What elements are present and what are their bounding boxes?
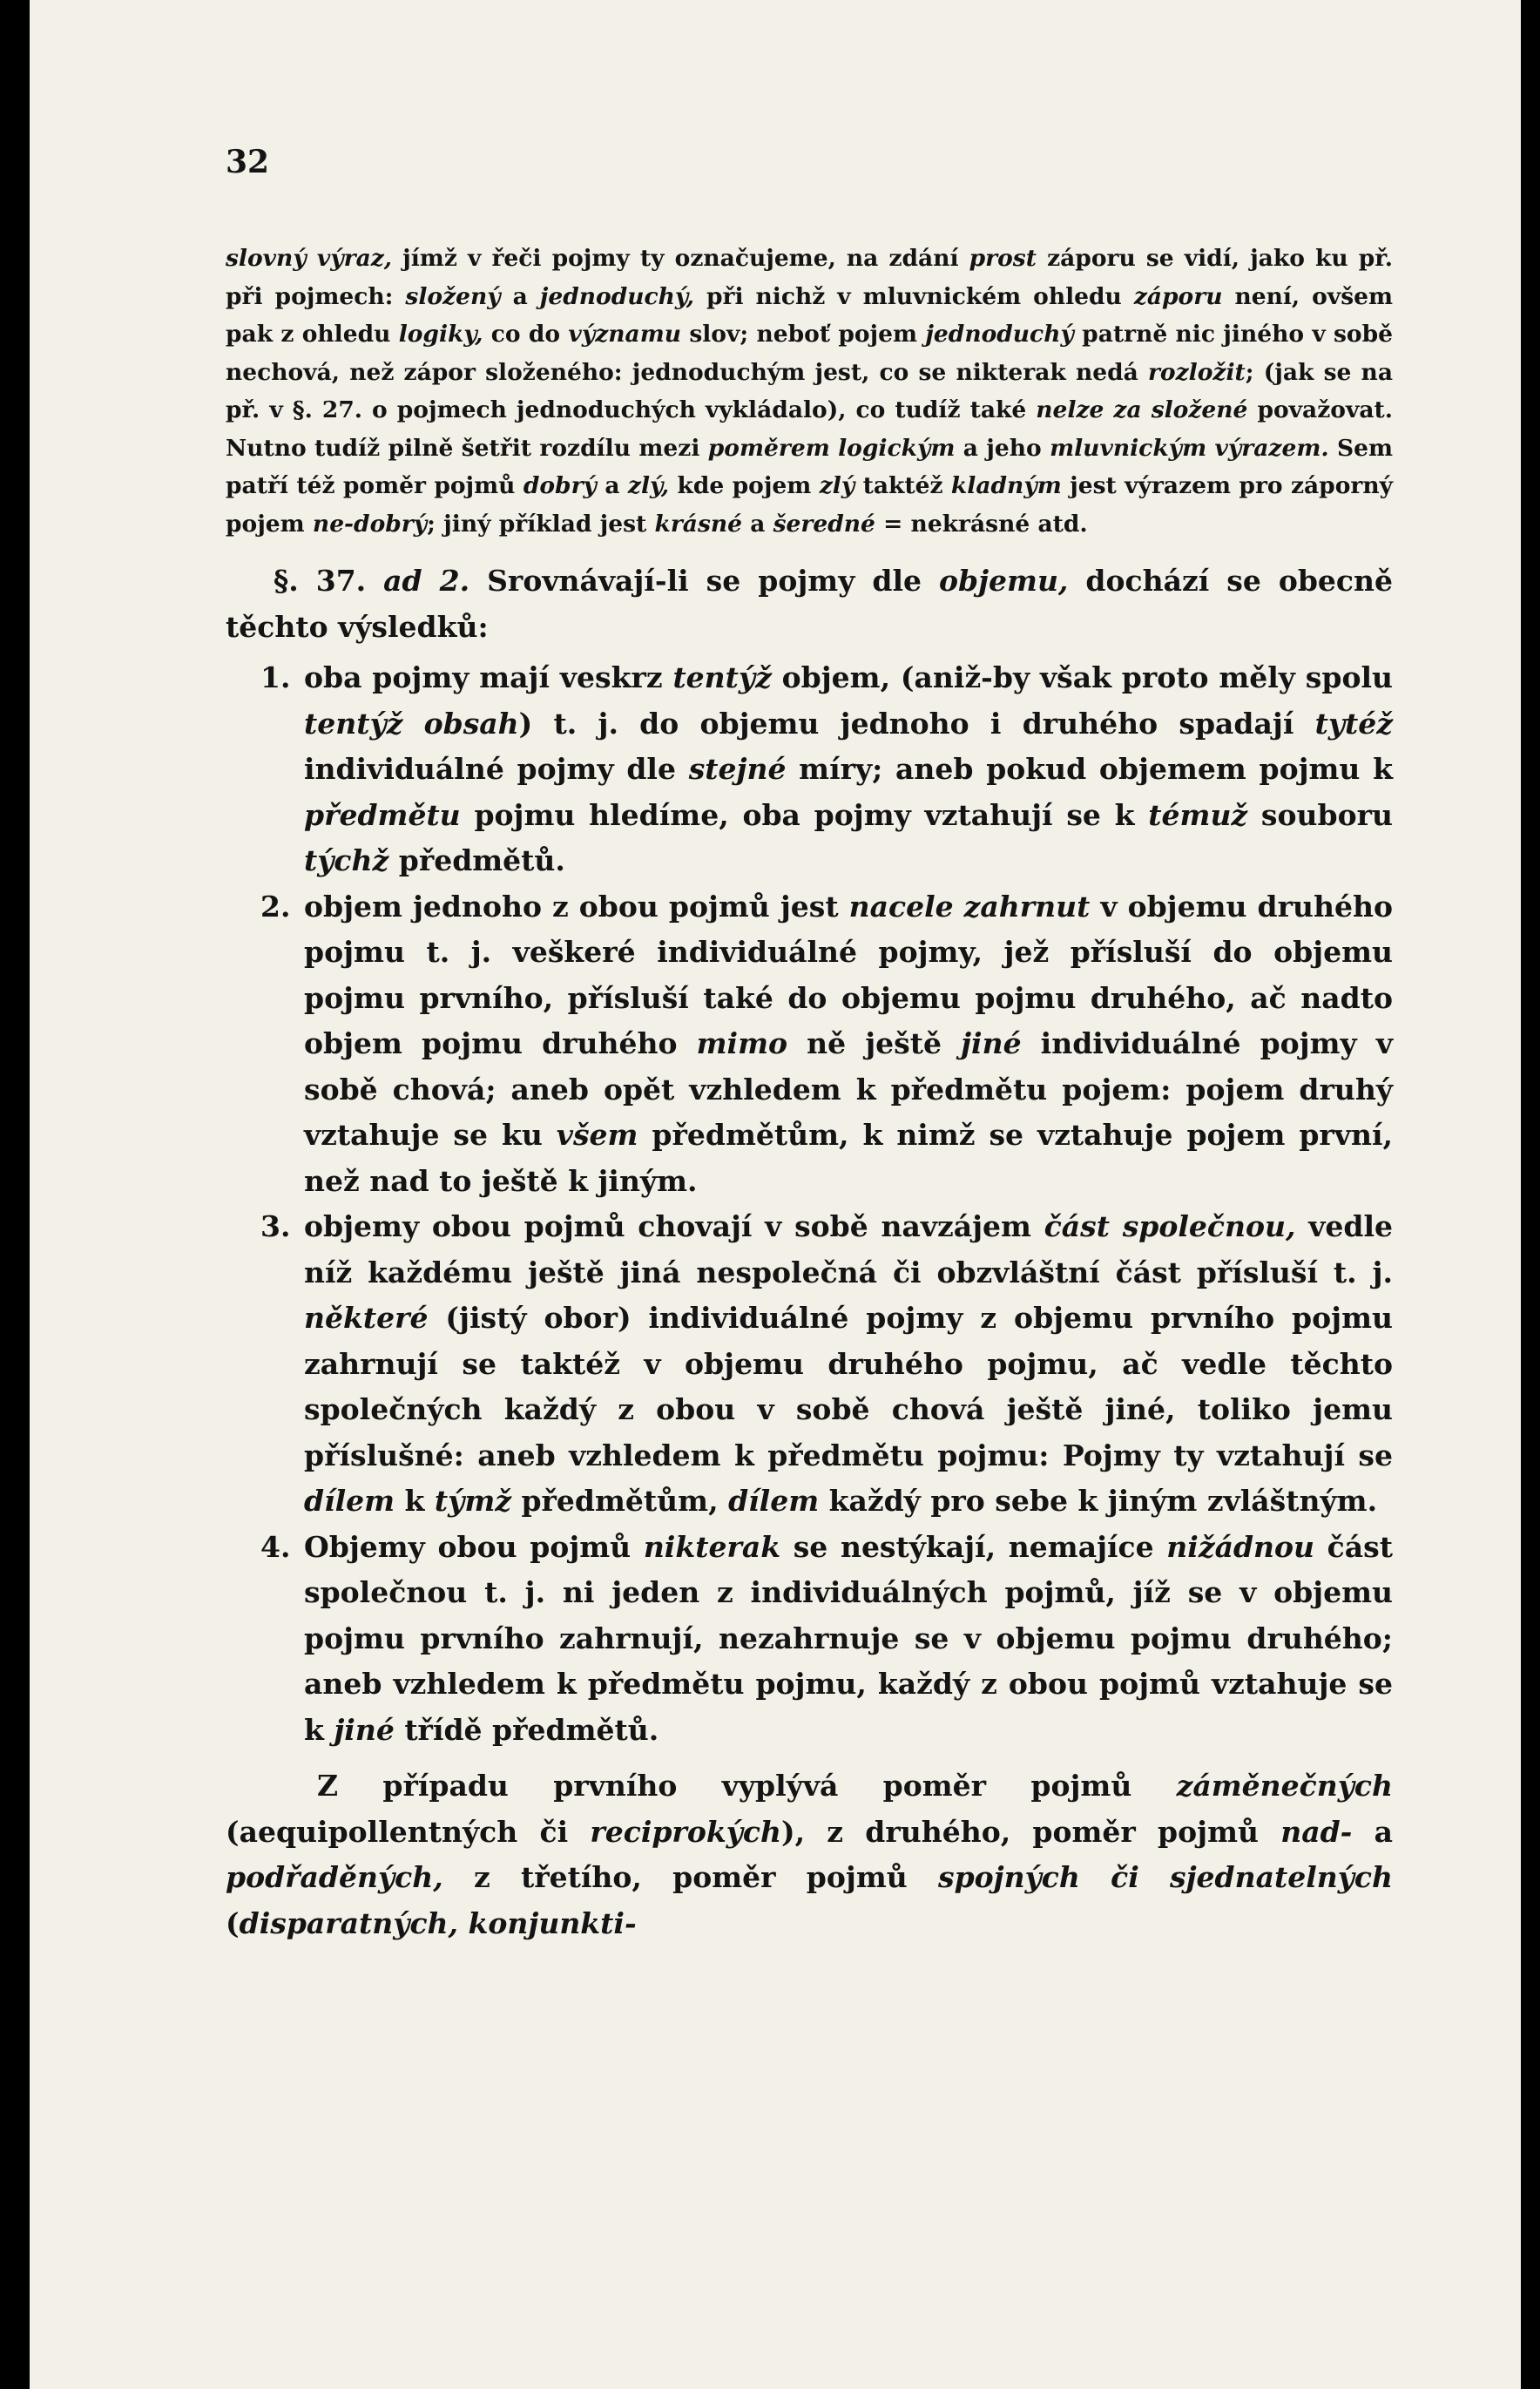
text-span: nad- — [1280, 1814, 1353, 1849]
text-span: ; jiný příklad jest — [427, 510, 655, 538]
text-span: prost — [969, 245, 1037, 272]
page-content — [226, 144, 1393, 1946]
text-span: týchž — [304, 843, 389, 877]
text-span: kde pojem — [669, 472, 820, 499]
text-span: Srovnávají-li se pojmy dle — [469, 564, 939, 598]
text-span: a jeho — [955, 434, 1050, 462]
text-span: třídě předmětů. — [394, 1712, 659, 1747]
text-span: složený — [405, 282, 501, 310]
text-span: všem — [556, 1118, 638, 1152]
text-span: předmětu — [304, 797, 461, 832]
text-span: Objemy obou pojmů — [304, 1529, 644, 1564]
text-span: vedle níž každému ještě jiná nespolečná či obzvláštní část přísluší t. j. — [304, 1209, 1394, 1289]
section-heading-paragraph — [226, 558, 1393, 650]
text-span: zlý, — [627, 472, 670, 499]
text-span: záporu se vidí, jako ku př. při pojmech: — [226, 245, 1393, 310]
text-span: šeredné — [773, 510, 875, 538]
text-span: poměrem logickým — [707, 434, 956, 462]
text-span: tentýž obsah — [304, 706, 519, 741]
text-span: co do — [483, 321, 569, 348]
text-span: (jistý obor) individuálné pojmy z objemu prvního pojmu zahrnují se taktéž v objemu druhého pojmu, ač vedle těchto společných každý z obou v sobě chová ještě jiné, toliko jemu příslušné: aneb vzhledem k předmětu pojmu: Pojmy ty vztahují se — [304, 1301, 1393, 1472]
text-span: záměnečných — [1176, 1769, 1393, 1803]
text-span: nižádnou — [1166, 1529, 1315, 1564]
text-span: ( — [226, 1905, 240, 1940]
text-span: slovný výraz, — [226, 245, 393, 272]
intro-paragraph — [226, 240, 1393, 543]
text-span: při nichž v mluvnickém ohledu — [694, 282, 1134, 310]
text-span: (aequipollentných či — [226, 1814, 591, 1849]
text-span: v objemu druhého pojmu t. j. veškeré individuálné pojmy, jež přísluší do objemu pojmu prvního, přísluší také do objemu pojmu druhého, ač nadto objem pojmu druhého — [304, 889, 1393, 1060]
text-span: slov; neboť pojem — [681, 321, 926, 348]
item-number: 1. — [260, 660, 291, 694]
text-span: a — [742, 510, 773, 538]
text-span: dochází se obecně těchto výsledků: — [226, 564, 1393, 644]
text-span: předmětů. — [388, 843, 565, 877]
text-span: = nekrásné atd. — [875, 510, 1088, 538]
text-span: ) t. j. do objemu jednoho i druhého spadají — [518, 706, 1315, 741]
text-span: oba pojmy mají veskrz — [304, 660, 673, 694]
text-span: významu — [568, 321, 682, 348]
text-span: nelze za složené — [1036, 396, 1248, 423]
text-span: reciprokých — [590, 1814, 781, 1849]
list-item — [226, 655, 1393, 884]
text-span: dobrý — [523, 472, 597, 499]
text-span: předmětům, — [510, 1484, 729, 1518]
text-span: předmětům, k nimž se vztahuje pojem první, než nad to ještě k jiným. — [304, 1118, 1393, 1198]
text-span: část společnou t. j. ni jeden z individuálných pojmů, jíž se v objemu pojmu prvního zahrnují, nezahrnuje se v objemu pojmu druhého; aneb vzhledem k předmětu pojmu, každý z obou pojmů vztahuje se k — [304, 1529, 1393, 1747]
text-span: míry; aneb pokud objemem pojmu k — [786, 752, 1394, 786]
text-span: nacele zahrnut — [848, 889, 1091, 924]
text-span: jiné — [961, 1026, 1022, 1060]
text-span: Sem patří též poměr pojmů — [226, 434, 1394, 499]
text-span: mluvnickým výrazem. — [1050, 434, 1329, 462]
text-span: dílem — [728, 1484, 820, 1518]
item-number: 3. — [260, 1209, 291, 1243]
text-span: souboru — [1247, 797, 1393, 832]
result-list — [226, 655, 1393, 1753]
text-span: zlý — [819, 472, 855, 499]
text-span: objemu, — [939, 564, 1069, 598]
list-item — [226, 1204, 1393, 1525]
text-span: podřaděných, — [226, 1860, 443, 1894]
text-span: nikterak — [643, 1529, 781, 1564]
closing-paragraph — [226, 1763, 1393, 1946]
text-span: ; (jak se na př. v §. 27. o pojmech jednoduchých vykládalo), co tudíž také — [226, 358, 1393, 423]
text-span: a — [500, 282, 540, 310]
text-span: patrně nic jiného v sobě nechová, než zápor složeného: jednoduchým jest, co se nikterak nedá — [226, 321, 1393, 386]
text-span: některé — [304, 1301, 429, 1335]
text-span: ne-dobrý — [312, 510, 428, 538]
text-span: stejné — [688, 752, 787, 786]
text-span: taktéž — [854, 472, 951, 499]
text-span: Z případu prvního vyplývá poměr pojmů — [317, 1769, 1177, 1803]
text-span: ně ještě — [787, 1026, 962, 1060]
text-span: není, ovšem pak z ohledu — [226, 282, 1394, 348]
text-span: ), z druhého, poměr pojmů — [780, 1814, 1281, 1849]
text-span: jest výrazem pro záporný pojem — [226, 472, 1394, 538]
text-span: objem, (aniž-by však proto měly spolu — [771, 660, 1393, 694]
text-span: jímž v řeči pojmy ty označujeme, na zdání — [392, 245, 969, 272]
text-span: a — [1352, 1814, 1394, 1849]
text-span: disparatných, konjunkti- — [239, 1905, 637, 1940]
text-span: a — [596, 472, 628, 499]
text-span: kladným — [950, 472, 1062, 499]
text-span: ad 2. — [383, 564, 470, 598]
page-number: 32 — [226, 144, 270, 180]
text-span: záporu — [1133, 282, 1223, 310]
text-span: jednoduchý, — [539, 282, 695, 310]
text-span: individuálné pojmy dle — [304, 752, 689, 786]
item-number: 2. — [260, 889, 291, 924]
text-span: pojmu hledíme, oba pojmy vztahují se k — [460, 797, 1149, 832]
item-number: 4. — [260, 1529, 291, 1564]
text-span: každý pro sebe k jiným zvláštným. — [819, 1484, 1378, 1518]
text-span: témuž — [1148, 797, 1248, 832]
text-span: dílem — [304, 1484, 395, 1518]
text-span: z třetího, poměr pojmů — [442, 1860, 938, 1894]
text-span: tentýž — [672, 660, 772, 694]
text-span: mimo — [696, 1026, 788, 1060]
text-span: rozložit — [1147, 358, 1246, 386]
text-span: jiné — [334, 1712, 395, 1747]
text-span: spojných či sjednatelných — [938, 1860, 1393, 1894]
text-span: krásné — [654, 510, 743, 538]
text-span: tytéž — [1314, 706, 1393, 741]
list-item — [226, 1525, 1393, 1754]
text-span: k — [395, 1484, 435, 1518]
text-span: týmž — [434, 1484, 511, 1518]
book-page — [30, 0, 1521, 2389]
text-span: logiky, — [398, 321, 483, 348]
text-span: jednoduchý — [925, 321, 1074, 348]
text-span: se nestýkají, nemajíce — [780, 1529, 1167, 1564]
list-item — [226, 884, 1393, 1205]
text-span: objem jednoho z obou pojmů jest — [304, 889, 849, 924]
text-span: individuálné pojmy v sobě chová; aneb opět vzhledem k předmětu pojem: pojem druhý vztahuje se ku — [304, 1026, 1393, 1152]
text-span: považovat. Nutno tudíž pilně šetřit rozdílu mezi — [226, 396, 1393, 462]
text-span: objemy obou pojmů chovají v sobě navzájem — [304, 1209, 1044, 1243]
text-span: část společnou, — [1044, 1209, 1296, 1243]
text-span: §. 37. — [274, 564, 384, 598]
